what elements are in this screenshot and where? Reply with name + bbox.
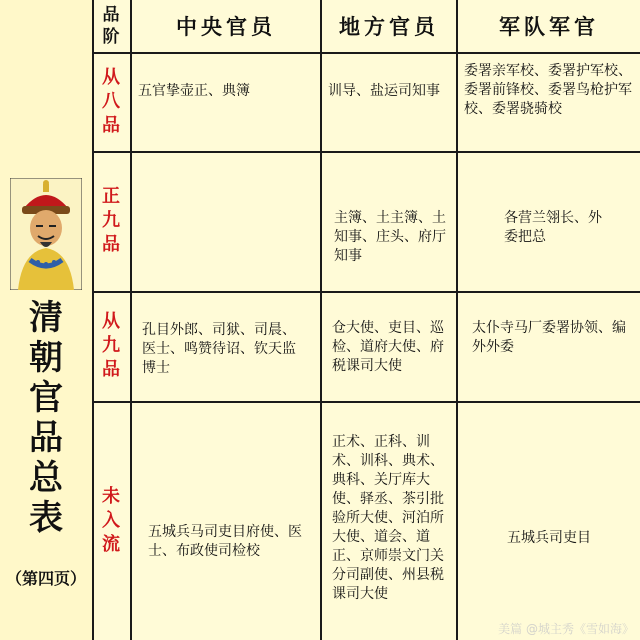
rank-cell [92, 151, 132, 291]
local-text: 正术、正科、训术、训科、典术、典科、关厅库大使、驿丞、茶引批验所大使、河泊所大使、道会、道正、京师崇文门关分司副使、州县税课司大使 [332, 434, 444, 602]
local-text: 仓大使、吏目、巡检、道府大使、府税课司大使 [332, 320, 444, 374]
army-cell [458, 151, 640, 291]
rank-char: 流 [102, 533, 120, 555]
emperor-portrait [10, 178, 82, 290]
central-cell [132, 291, 322, 401]
rank-char: 正 [102, 186, 120, 207]
table-row [92, 291, 640, 403]
header-local-label: 地方官员 [339, 15, 439, 39]
army-text: 太仆寺马厂委署协领、编外外委 [472, 320, 626, 355]
header-local [322, 0, 458, 52]
header-row [92, 0, 640, 54]
central-cell [132, 151, 322, 291]
table-row [92, 151, 640, 293]
rank-cell [92, 52, 132, 151]
central-text: 五城兵马司吏目府使、医士、布政使司检校 [148, 524, 302, 559]
header-rank-char: 品 [102, 5, 120, 25]
table-title [0, 298, 92, 538]
central-text: 五官挚壶正、典簿 [138, 83, 250, 99]
army-cell [458, 52, 640, 151]
central-cell [132, 401, 322, 640]
title-char: 清 [29, 298, 63, 338]
rank-char: 品 [102, 114, 120, 136]
table-row [92, 401, 640, 640]
local-cell [322, 52, 458, 151]
header-rank-char: 阶 [102, 27, 120, 47]
local-cell [322, 151, 458, 291]
rank-cell [92, 401, 132, 640]
header-army [458, 0, 640, 52]
rank-char: 品 [102, 359, 120, 380]
rank-char: 八 [102, 90, 120, 112]
page-label: （第四页） [5, 569, 86, 588]
title-char: 表 [29, 498, 63, 538]
central-cell [132, 52, 322, 151]
title-char: 品 [29, 418, 63, 458]
rank-char: 九 [102, 335, 120, 356]
rank-char: 品 [102, 234, 120, 255]
header-rank [92, 0, 132, 52]
title-char: 朝 [29, 338, 63, 378]
army-cell [458, 401, 640, 640]
rank-char: 九 [102, 210, 120, 231]
rank-char: 从 [102, 66, 120, 88]
local-cell [322, 291, 458, 401]
table-row [92, 52, 640, 153]
central-text: 孔目外郎、司狱、司晨、医士、鸣赞待诏、钦天监博士 [142, 322, 296, 376]
rank-grid [92, 0, 640, 640]
army-text: 各营兰翎长、外委把总 [504, 210, 602, 245]
header-central [132, 0, 322, 52]
army-text: 委署亲军校、委署护军校、委署前锋校、委署鸟枪护军校、委署骁骑校 [464, 63, 632, 117]
army-text: 五城兵司吏目 [507, 530, 591, 546]
local-text: 主簿、土主簿、土知事、庄头、府厅知事 [334, 210, 446, 264]
rank-char: 从 [102, 311, 120, 332]
army-cell [458, 291, 640, 401]
rank-cell [92, 291, 132, 401]
header-central-label: 中央官员 [176, 15, 276, 39]
title-column [0, 0, 94, 640]
title-char: 官 [29, 378, 63, 418]
rank-char: 未 [102, 485, 120, 507]
header-army-label: 军队军官 [499, 15, 599, 39]
rank-char: 入 [102, 509, 120, 531]
local-text: 训导、盐运司知事 [328, 83, 440, 99]
watermark: 美篇 @城主秀《雪如海》 [498, 622, 634, 636]
title-char: 总 [29, 458, 63, 498]
local-cell [322, 401, 458, 640]
